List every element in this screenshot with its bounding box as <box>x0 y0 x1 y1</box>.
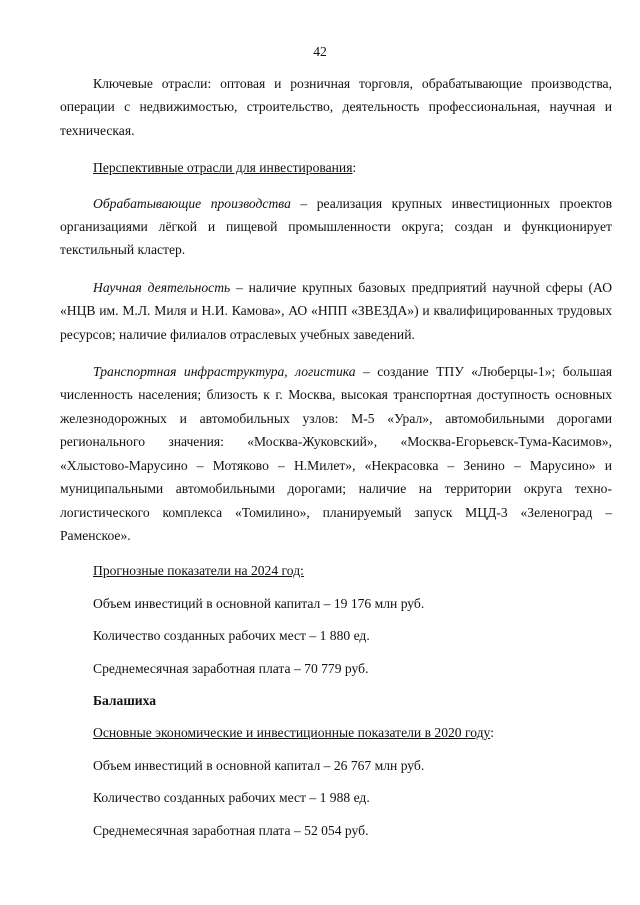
balashikha-item-jobs: Количество созданных рабочих мест – 1 988 ед. <box>93 790 370 806</box>
balashikha-heading-text: Основные экономические и инвестиционные показатели в 2020 году <box>93 725 491 741</box>
sector-transport-text: – создание ТПУ «Люберцы-1»; большая численность населения; близость к г. Москва, высокая транспортная доступность основных железнодорожных и автомобильных узлов: М-5 «Урал», автомобильными дорогами регионального значения: «Москва-Жуковский», «Москва-Егорьевск-Тума-Касимов», «Хлыстово-Марусино – Мотяково – Н.Милет», «Некрасовка – Зенино – Марусино» и муниципальными автомобильными дорогами; наличие на территории округа техно-логистического комплекса «Томилино», планируемый запуск МЦД-3 «Зеленоград – Раменское». <box>60 364 612 543</box>
balashikha-item-investment: Объем инвестиций в основной капитал – 26 767 млн руб. <box>93 757 425 773</box>
sector-science-title: Научная деятельность <box>93 279 231 295</box>
promising-sectors-heading <box>60 156 612 179</box>
forecast-heading-text: Прогнозные показатели на 2024 год: <box>93 563 304 579</box>
sector-transport-title: Транспортная инфраструктура, логистика <box>93 364 356 380</box>
page-body <box>60 72 612 842</box>
sector-science-paragraph <box>60 276 612 346</box>
promising-sectors-heading-text: Перспективные отрасли для инвестирования <box>93 160 353 176</box>
forecast-item-investment: Объем инвестиций в основной капитал – 19 176 млн руб. <box>93 595 425 611</box>
balashikha-heading <box>60 721 612 744</box>
sector-science-text: – наличие крупных базовых предприятий научной сферы (АО «НЦВ им. М.Л. Миля и Н.И. Камова», АО «НПП «ЗВЕЗДА») и квалифицированных трудовых ресурсов; наличие филиалов отраслевых учебных заведений. <box>60 279 613 342</box>
forecast-item-salary: Среднемесячная заработная плата – 70 779 руб. <box>93 660 369 676</box>
sector-manufacturing-paragraph <box>60 192 612 262</box>
forecast-heading <box>60 559 612 582</box>
balashikha-title: Балашиха <box>93 692 157 708</box>
balashikha-heading-colon: : <box>490 725 494 741</box>
key-sectors-paragraph: Ключевые отрасли: оптовая и розничная торговля, обрабатывающие производства, операции с недвижимостью, строительство, деятельность профессиональная, научная и техническая. <box>60 76 612 138</box>
sector-transport-paragraph <box>60 360 612 547</box>
page-number: 42 <box>313 44 327 59</box>
forecast-item-jobs: Количество созданных рабочих мест – 1 880 ед. <box>93 628 370 644</box>
balashikha-item-salary: Среднемесячная заработная плата – 52 054 руб. <box>93 822 369 838</box>
promising-sectors-heading-colon: : <box>352 160 357 176</box>
sector-manufacturing-title: Обрабатывающие производства <box>93 195 291 211</box>
sector-manufacturing-text: – реализация крупных инвестиционных проектов организациями лёгкой и пищевой промышленности округа; создан и функционирует текстильный кластер. <box>60 195 612 258</box>
